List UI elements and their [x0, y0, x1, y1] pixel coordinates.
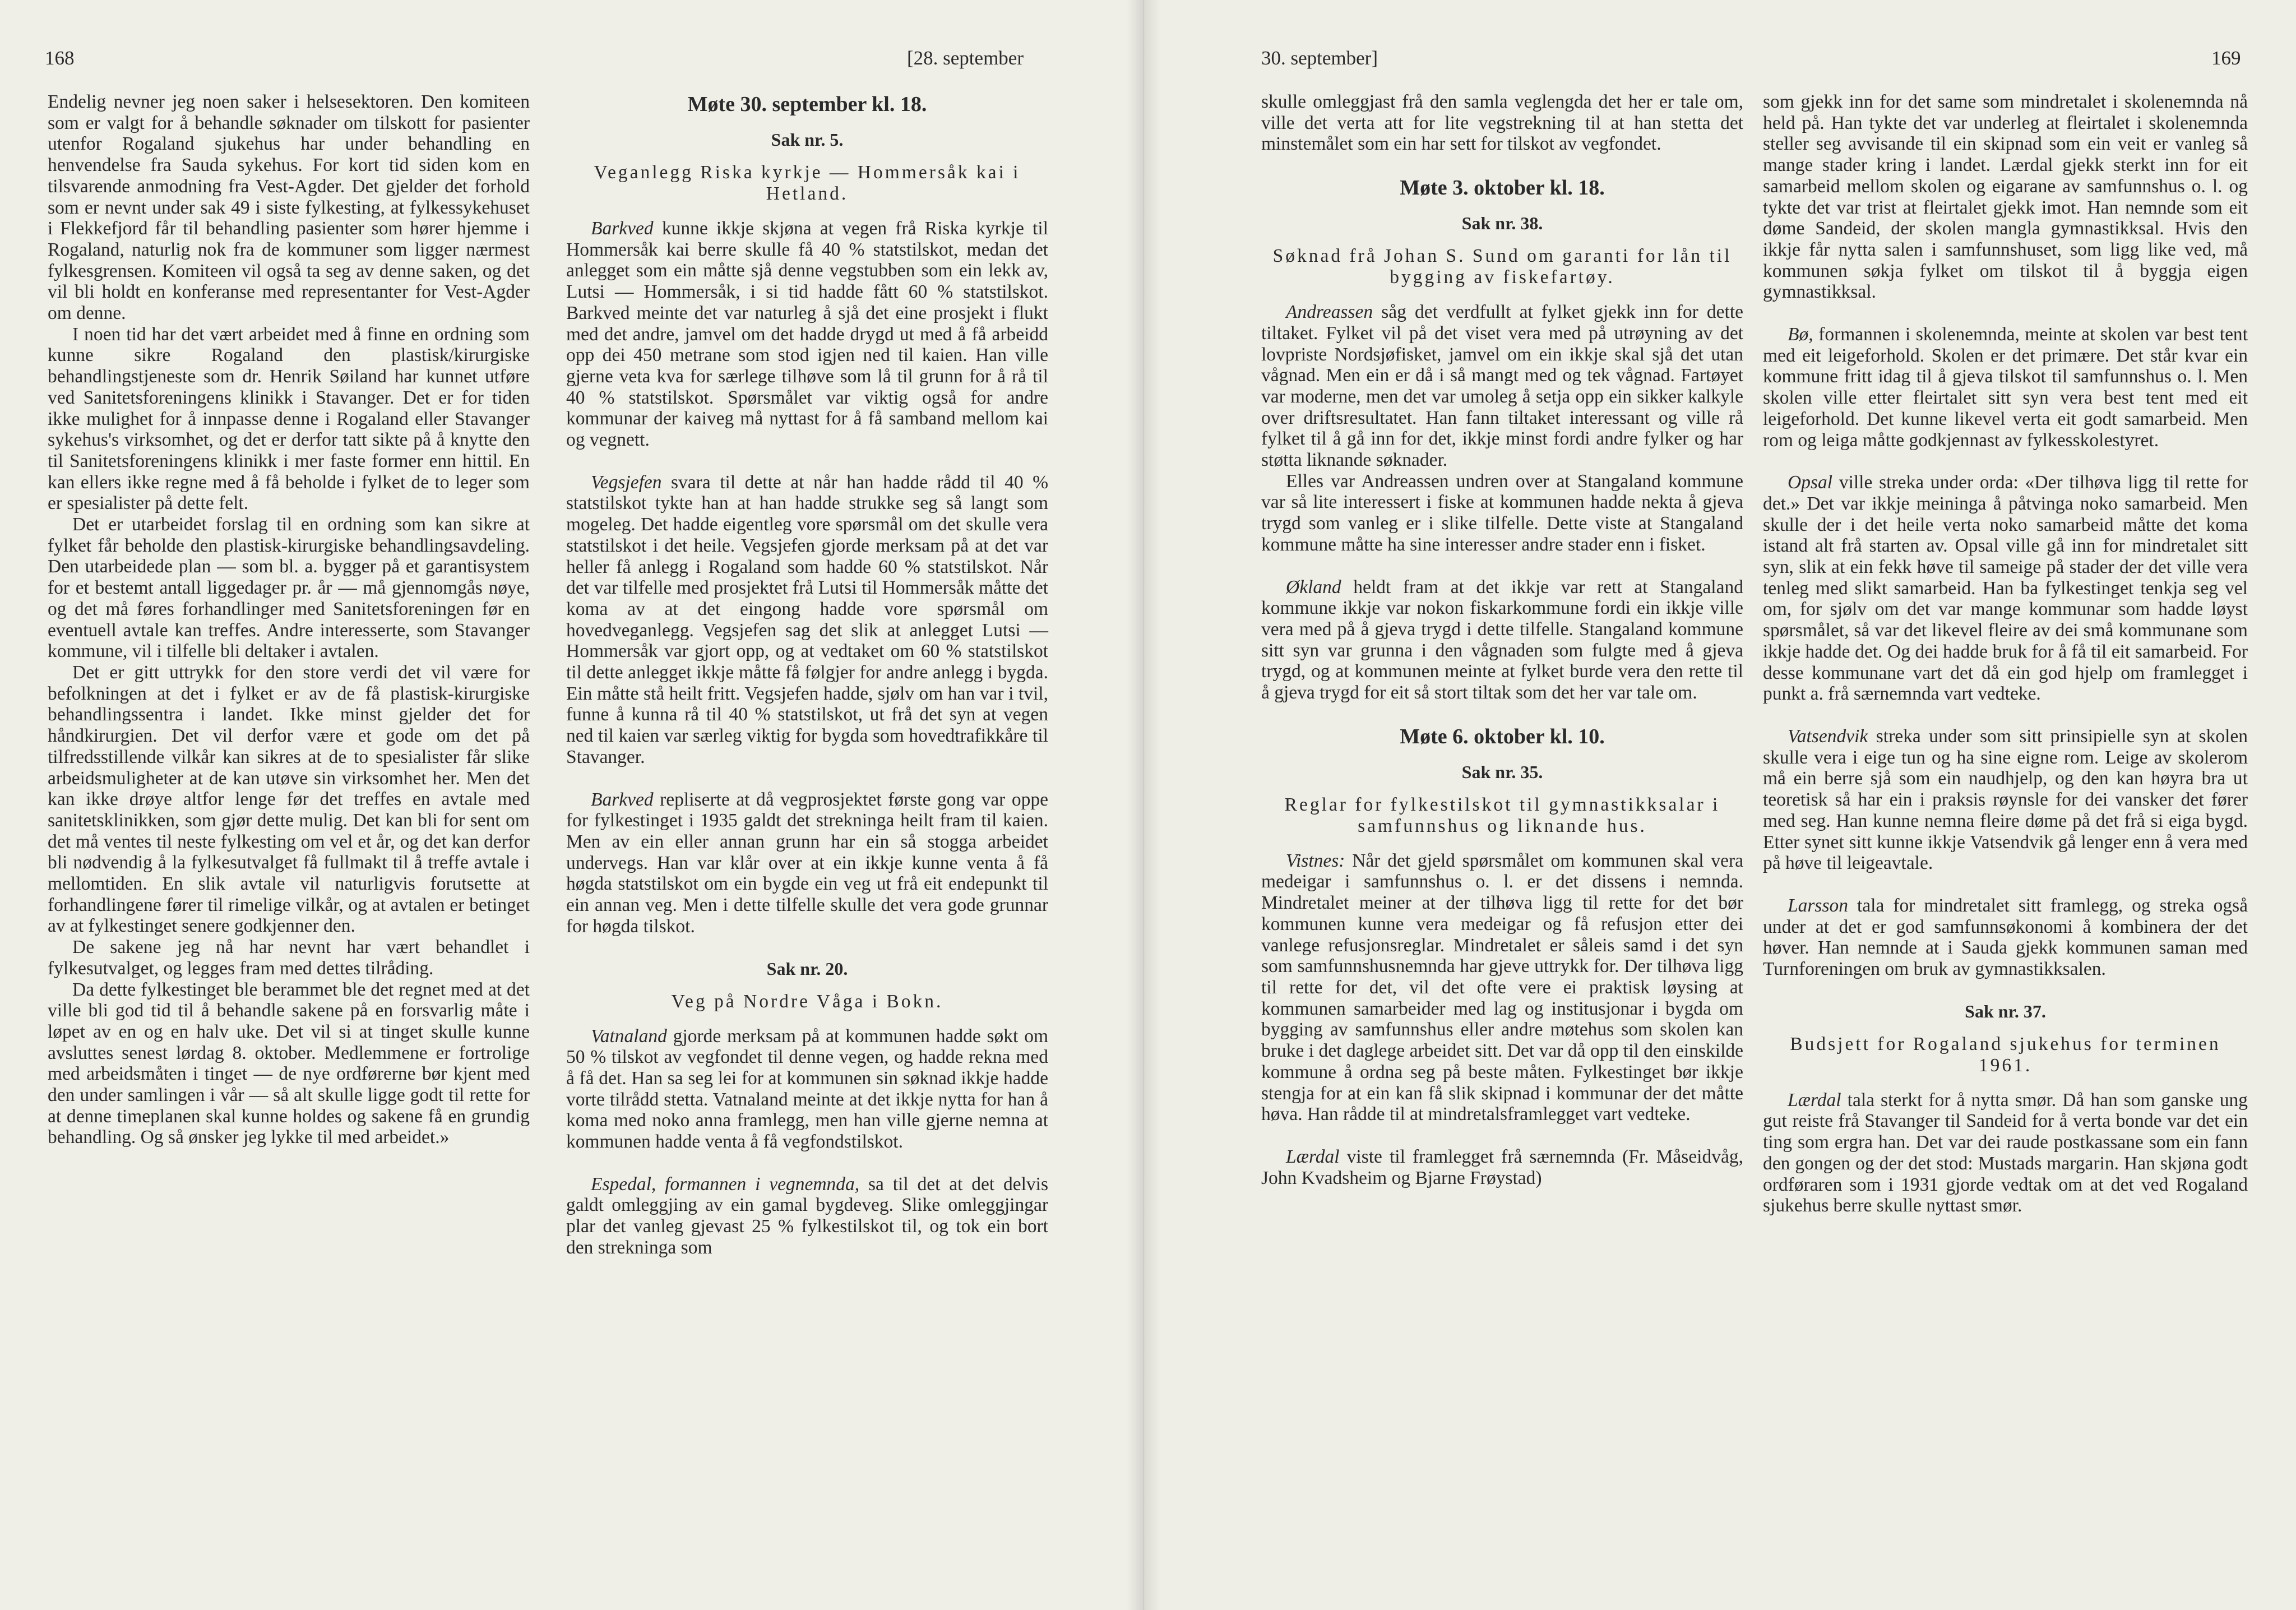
paragraph-text: såg det verdfullt at fylket gjekk inn for dette tiltaket. Fylket vil på det viset vera med på utrøyning av det lovpriste Nordsjøfisket, jamvel om ein ikkje skal sjå det utan vågnad. Men ein er då i så mangt med og tek vågnad. Fartøyet var moderne, men det var umoleg å setja opp ein sikker kalkyle over driftsresultatet. Han fann tiltaket interessant og ville rå fylket til å gå inn for det, ikkje minst fordi andre fylker og har støtta liknande søknader. [1261, 302, 1743, 471]
paragraph [1261, 1146, 1743, 1188]
column-3 [1261, 91, 1743, 1188]
case-subject: Veganlegg Riska kyrkje — Hommersåk kai i Hetland. [594, 162, 1021, 204]
paragraph [1763, 472, 2248, 705]
speaker-name: Espedal, formannen i vegnemnda, [591, 1173, 860, 1195]
page-number-right: 169 [2211, 47, 2241, 69]
speaker-name: Økland [1286, 576, 1341, 598]
paragraph-text: streka under som sitt prinsipielle syn at skolen skulle vera i eige tun og ha sine eigne rom. Leige av skolerom må ein berre sjå som ein naudhjelp, og den kan høyra bra ut teoretisk så har ein i praksis røynsle for dei vansker det fører med seg. Han kunne nemna fleire døme på det frå si eiga bygd. Etter synet sitt kunne ikkje Vatsendvik gå lenger enn å vera med på høve til leigeavtale. [1763, 725, 2248, 874]
speaker-name: Vatnaland [591, 1025, 667, 1047]
left-page [0, 0, 1144, 1610]
speaker-name: Vatsendvik [1788, 725, 1868, 747]
paragraph-text: ville streka under orda: «Der tilhøva ligg til rette for det.» Det var ikkje meininga å påtvinga noko samarbeid. Men skulle der i det heile verta noko samarbeid måtte det koma istand alt frå starten av. Opsal ville gå inn for mindretalet sitt syn, slik at ein fekk høve til sameige på stader der det ville vera tenleg med slikt samarbeid. Han ba fylkestinget tenkja seg vel om, for sjølv om det var mange kommunar som hadde løyst spørsmålet, så var det likevel fleire av dei små kommunane som ikkje hadde det. Og dei hadde bruk for å få til eit samarbeid. For desse kommunane vart det då ein god hjelp om framlegget i punkt a. frå særnemnda vart vedteke. [1763, 472, 2248, 705]
paragraph-text: kunne ikkje skjøna at vegen frå Riska kyrkje til Hommersåk kai berre skulle få 40 % statstilskot, medan det anlegget som ein måtte sjå denne vegstubben som ein lekk av, Lutsi — Hommersåk, i si tid hadde fått 60 % statstilskot. Barkved meinte det var naturleg å sjå det eine prosjekt i flukt med det andre, jamvel om det hadde drygd ut med å få arbeidd opp dei 450 metrane som stod igjen ned til kaien. Han ville gjerne veta kva for særlege tilhøve som lå til grunn for å rå til 40 % statstilskot. Spørsmålet var viktig også for andre kommunar der kaiveg må nyttast for å få samband mellom kai og vegnett. [566, 218, 1048, 451]
paragraph [1763, 324, 2248, 451]
paragraph-text: heldt fram at det ikkje var rett at Stangaland kommune ikkje var nokon fiskarkommune fordi ein ikkje ville vera med på å gjeva trygd i dette tilfelle. Stangaland kommune sitt syn var grunna i den vågnaden som fulgte med å gjeva trygd, og at kommunen meinte at fylket burde vera den rette til å gjeva trygd for eit så stort tiltak som det her var tale om. [1261, 576, 1743, 704]
page-number-left: 168 [45, 47, 75, 69]
paragraph-text: Når det gjeld spørsmålet om kommunen skal vera medeigar i samfunnshus o. l. er det dissens i nemnda. Mindretalet meiner at der tilhøva ligg til rette for det bør kommunen kunne vera medeigar og få refusjon etter dei vanlege refusjonsreglar. Mindretalet er såleis samd i det syn som samfunnshusnemnda har gjeve uttrykk for. Der tilhøva ligg til rette for det, vil det ofte vere ei praktisk løysing at kommunen samarbeider med lag og institusjonar i bygda om bygging av samfunnshus eller andre møtehus som skolen kan bruke i det daglege arbeidet sitt. Det var då opp til den einskilde kommune å ordna seg på beste måten. Fylkestinget bør ikkje stengja for at ein kan få slik skipnad i kommunar der det måtte høva. Han rådde til at mindretalsframlegget vart vedteke. [1261, 850, 1743, 1125]
speaker-name: Opsal [1788, 472, 1833, 493]
paragraph [1261, 577, 1743, 704]
case-subject: Reglar for fylkestilskot til gymnastikksalar i samfunnshus og liknande hus. [1284, 794, 1720, 836]
paragraph [1261, 302, 1743, 471]
speaker-name: Barkved [591, 789, 654, 810]
paragraph-text: Elles var Andreassen undren over at Stangaland kommune var så lite interessert i fiske at kommunen hadde nekta å gjeva trygd som vanleg er i slike tilfelle. Dette viste at Stangaland kommune måtte ha sine interesser andre stader enn i fisket. [1261, 470, 1743, 555]
speaker-name: Vistnes: [1286, 850, 1345, 871]
meeting-heading: Møte 30. september kl. 18. [687, 92, 927, 116]
paragraph [1763, 91, 2248, 303]
case-subject: Budsjett for Rogaland sjukehus for terminen 1961. [1790, 1033, 2221, 1076]
case-subject: Veg på Nordre Våga i Bokn. [671, 991, 943, 1012]
column-1 [48, 91, 530, 1148]
paragraph-text: tala for mindretalet sitt framlegg, og streka også under at det er god samfunnsøkonomi å kombinera der det høver. Han nemnde at i Sauda gjekk kommunen saman med Turnforeningen om bruk av gymnastikksalen. [1763, 895, 2248, 980]
speaker-name: Larsson [1788, 895, 1848, 916]
speaker-name: Barkved [591, 218, 654, 239]
paragraph [1261, 471, 1743, 556]
case-heading: Sak nr. 37. [1965, 1001, 2046, 1021]
paragraph [566, 789, 1048, 937]
paragraph-text: repliserte at då vegprosjektet første gong var oppe for fylkestinget i 1935 galdt det strekninga heilt fram til kaien. Men av ein eller annan grunn har ein så stogga arbeidet undervegs. Han var klår over at ein ikkje kunne venta å få høgda statstilskot om ein bygde ein veg ut frå eit endepunkt til ein annan veg. Men i dette tilfelle skulle det vera gode grunnar for høgda tilskot. [566, 789, 1048, 937]
paragraph [1763, 1090, 2248, 1216]
paragraph-text: viste til framlegget frå særnemnda (Fr. Måseidvåg, John Kvadsheim og Bjarne Frøystad) [1261, 1146, 1743, 1188]
paragraph-text: som gjekk inn for det same som mindretalet i skolenemnda nå held på. Han tykte det var underleg at fleirtalet i skolenemnda steller seg avvisande til ein skipnad som ein veit er vanleg så mange stader kring i landet. Lærdal gjekk sterkt inn for eit samarbeid mellom skolen og eigarane av samfunnshus o. l. og tykte det var trist at fleirtalet gjekk imot. Han nemnde som eit døme Sandeid, der skolen mangla gymnastikksal. Hvis den ikkje får nytta salen i samfunnshuset, som ligg like ved, må kommunen søkja fylket om tilskot til å byggja eigen gymnastikksal. [1763, 91, 2248, 303]
paragraph-text: svara til dette at når han hadde rådd til 40 % statstilskot tykte han at han hadde strukke seg så langt som mogeleg. Det hadde eigentleg vore spørsmål om det skulle vera statstilskot i det heile. Vegsjefen gjorde merksam på at det var heller få anlegg i Rogaland som hadde 60 % statstilskot. Når det var tilfelle med prosjektet frå Lutsi til Hommersåk måtte det koma av at det eingong hadde vore spørsmål om hovedveganlegg. Vegsjefen sag det slik at anlegget Lutsi — Hommersåk var gjort opp, og at vedtaket om 60 % statstilskot til dette anlegget ikkje måtte få følgjer for andre anlegg i bygda. Ein måtte stå heilt fritt. Vegsjefen hadde, sjølv om han var i tvil, funne å kunna rå til 40 % statstilskot, ut frå det syn at vegen ned til kaien var særleg viktig for bygda som hovedtrafikkåre til Stavanger. [566, 471, 1048, 767]
case-heading: Sak nr. 20. [766, 958, 848, 979]
meeting-heading: Møte 6. oktober kl. 10. [1400, 724, 1605, 748]
paragraph: Det er gitt uttrykk for den store verdi det vil være for befolkningen at det i fylket er av de få plastisk-kirurgiske behandlingssentra i landet. Ikke minst gjelder det for håndkirurgien. Det vil derfor være et gode om det på tilfredsstillende vilkår kan sikres at de to spesialister får slike arbeidsmuligheter at de kan utøve sin virksomhet her. Men det kan ikke drøye altfor lenge før det treffes en avtale med sanitetsklinikken, som gjør dette mulig. Det kan bli for sent om det må ventes til neste fylkesting om vel et år, og det kan derfor bli nødvendig å la fylkesutvalget få fullmakt til å treffe avtale i mellomtiden. En slik avtale vil naturligvis forutsette at forhandlingene fører til rimelige vilkår, og at avtalen er betinget av at fylkestinget senere godkjenner den. [48, 661, 530, 937]
paragraph [1763, 895, 2248, 980]
paragraph: Det er utarbeidet forslag til en ordning som kan sikre at fylket får beholde den plastisk-kirurgiske behandlingsavdeling. Den utarbeidede plan — som bl. a. bygger på et garantisystem for et bestemt antall liggedager pr. år — må gjennomgås nøye, og det må føres forhandlinger med Sanitetsforeningen før en eventuell avtale kan treffes. Andre interesserte, som Stavanger kommune, vil i tilfelle bli deltaker i avtalen. [48, 514, 530, 662]
paragraph [566, 1026, 1048, 1153]
case-heading: Sak nr. 5. [771, 129, 844, 150]
paragraph: Da dette fylkestinget ble berammet ble det regnet med at det ville bli god tid til å behandle sakene på en forsvarlig måte i løpet av en og en halv uke. Det vil si at tinget skulle kunne avsluttes senest lørdag 8. oktober. Medlemmene er fortrolige med arbeidsmåten i tinget — de nye ordførerne bør kjent med den under samlingen i vår — så alt skulle ligge godt til rette for at denne timeplanen skal kunne holdes og sakene få en grundig behandling. Og så ønsker jeg lykke til med arbeidet.» [48, 979, 530, 1148]
right-page [1144, 0, 2296, 1610]
paragraph [1763, 726, 2248, 874]
speaker-name: Bø, [1788, 324, 1813, 345]
paragraph: skulle omleggjast frå den samla veglengda det her er tale om, ville det verta att for lite vegstrekning til at han stetta det minstemålet som ein har sett for tilskot av vegfondet. [1261, 91, 1743, 155]
paragraph: Endelig nevner jeg noen saker i helsesektoren. Den komiteen som er valgt for å behandle søknader om tilskott for pasienter utenfor Rogaland sjukehus har under behandling en henvendelse fra Sauda sykehus. For kort tid siden kom en tilsvarende anmodning fra Vest-Agder. Det gjelder det forhold som er nevnt under sak 49 i siste fylkesting, at fylkessykehuset i Flekkefjord får til behandling pasienter som hører hjemme i Rogaland, naturlig nok fra de kommuner som ligger nærmest fylkesgrensen. Komiteen vil også ta seg av denne saken, og det vil bli holdt en konferanse med representanter for Vest-Agder om denne. [48, 91, 530, 324]
speaker-name: Lærdal [1788, 1089, 1841, 1111]
column-4 [1763, 91, 2248, 1216]
case-heading: Sak nr. 38. [1461, 213, 1543, 234]
speaker-name: Lærdal [1286, 1146, 1340, 1167]
paragraph-text: formannen i skolenemnda, meinte at skolen var best tent med eit leigeforhold. Skolen er det primære. Det står kvar ein kommune fritt idag til å gjeva tilskot til samfunnshus o. l. Men skolen ville etter fleirtalet sitt syn vera best tent med eit leigeforhold. Det kunne likevel verta eit godt samarbeid. Men rom og leiga måtte godkjennast av fylkesskolestyret. [1763, 324, 2248, 451]
paragraph-text: sa til det at det delvis galdt omleggjing av ein gamal bygdeveg. Slike omleggjingar plar det vanleg gjevast 25 % fylkestilskot til, og tok ein bort den strekninga som [566, 1173, 1048, 1258]
case-subject: Søknad frå Johan S. Sund om garanti for lån til bygging av fiskefartøy. [1272, 246, 1732, 288]
running-head-right: 30. september] [1261, 47, 1378, 69]
meeting-heading: Møte 3. oktober kl. 18. [1400, 176, 1605, 200]
speaker-name: Andreassen [1286, 302, 1373, 323]
paragraph: I noen tid har det vært arbeidet med å finne en ordning som kunne sikre Rogaland den plastisk/kirurgiske behandlingstjeneste som dr. Henrik Søiland har kunnet utføre ved Sanitetsforeningens klinikk i Stavanger. Det er for tiden ikke mulighet for å innpasse denne i Rogaland eller Stavanger sykehus's virksomhet, og det er derfor tatt sikte på å knytte den til Sanitetsforeningens klinikk i mer faste former enn hittil. En kan ellers ikke regne med å få beholde i fylket de to leger som er spesialister på dette felt. [48, 323, 530, 514]
speaker-name: Vegsjefen [591, 471, 662, 493]
paragraph [566, 472, 1048, 768]
column-2 [566, 91, 1048, 1259]
paragraph-text: gjorde merksam på at kommunen hadde søkt om 50 % tilskot av vegfondet til denne vegen, og hadde rekna med å få det. Han sa seg lei for at kommunen sin søknad ikkje hadde vorte tilrådd stetta. Vatnaland meinte at det ikkje nytta for han å koma med noko anna framlegg, men han ville gjerne nemna at kommunen hadde venta å få vegfondstilskot. [566, 1025, 1048, 1153]
paragraph [566, 218, 1048, 451]
paragraph [566, 1174, 1048, 1259]
paragraph-text: tala sterkt for å nytta smør. Då han som ganske ung gut reiste frå Stavanger til Sandeid for å verta bonde var det ein ting som ergra han. Det var dei raude postkassane som ein fann den gongen og der det stod: Mustads margarin. Han skjøna godt ordføraren som i 1931 gjorde vedtak om at det ved Rogaland sjukehus berre skulle nyttast smør. [1763, 1089, 2248, 1216]
case-heading: Sak nr. 35. [1461, 761, 1543, 782]
book-gutter [1127, 0, 1160, 1610]
paragraph [1261, 850, 1743, 1125]
paragraph: De sakene jeg nå har nevnt har vært behandlet i fylkesutvalget, og legges fram med dettes tilråding. [48, 937, 530, 979]
running-head-left: [28. september [907, 47, 1024, 69]
